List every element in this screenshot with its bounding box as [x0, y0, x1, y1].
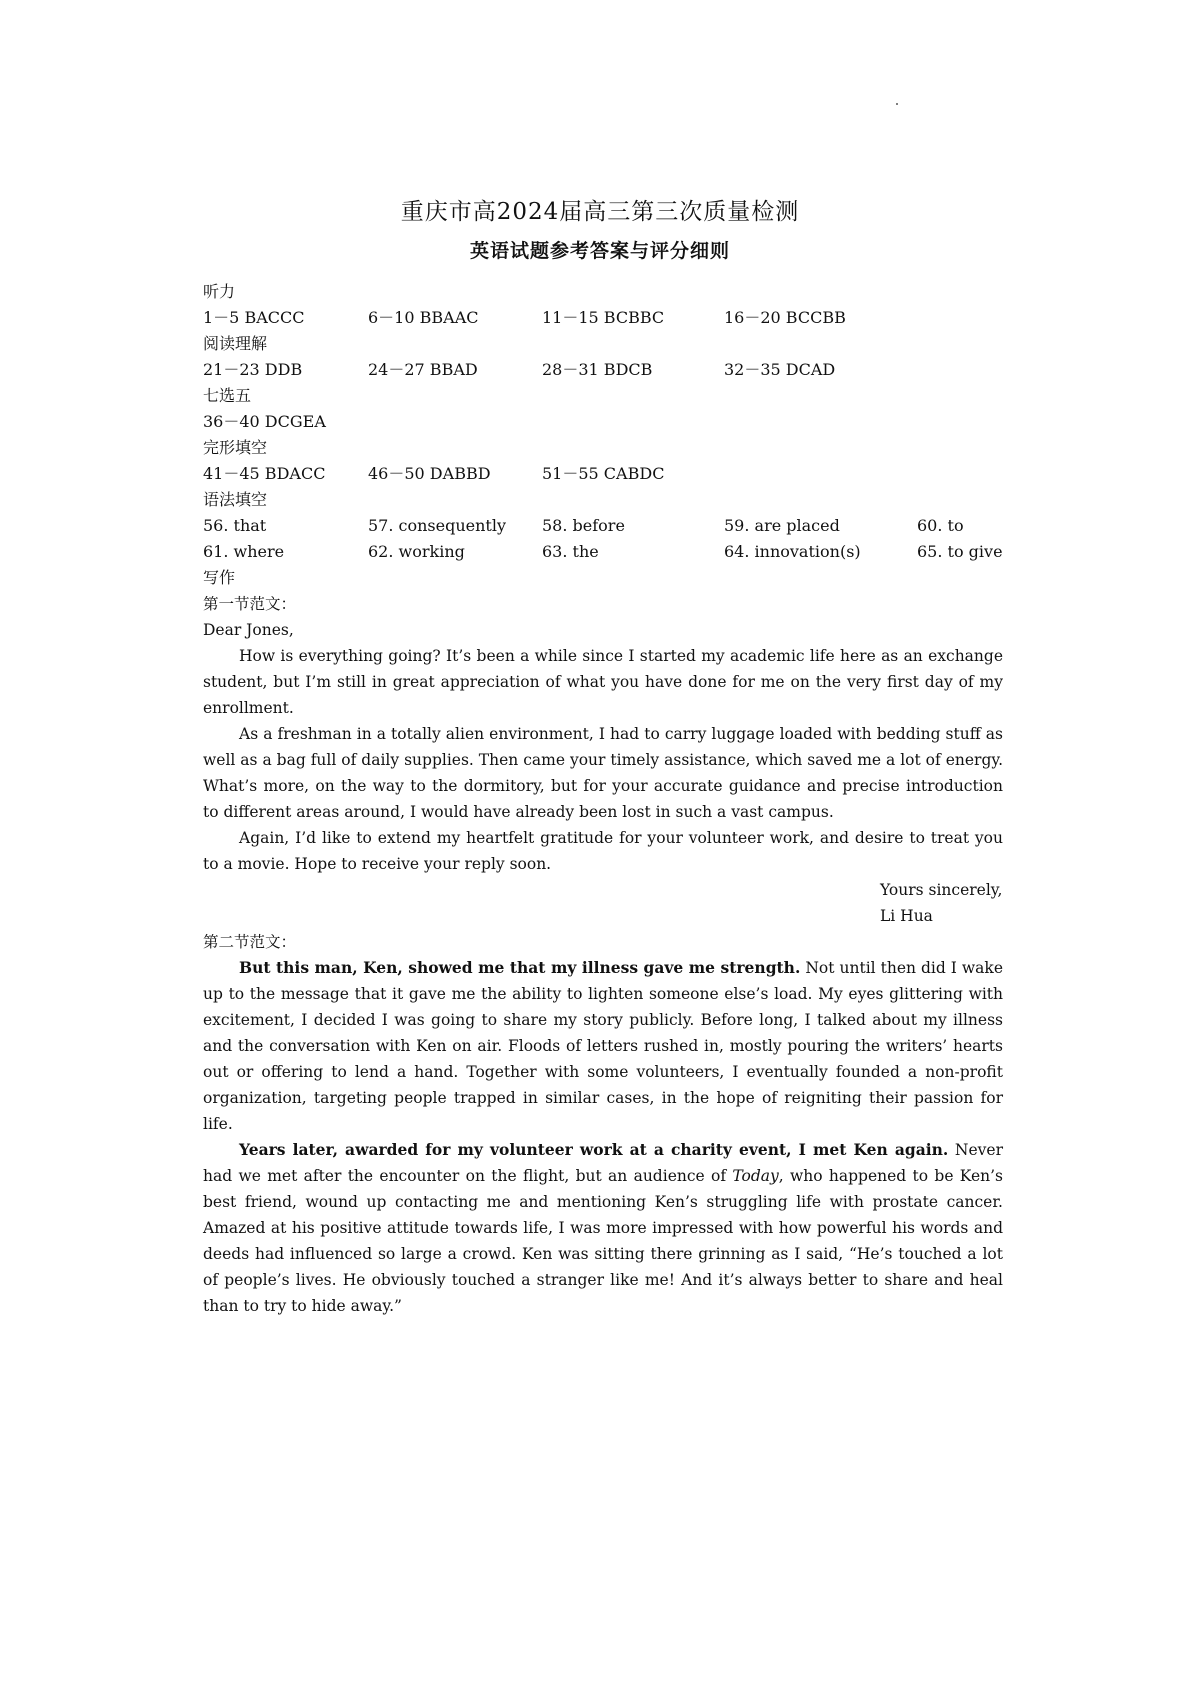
paragraph-body: Never had we met after the encounter on the flight, but an audience of	[203, 1141, 1003, 1185]
paragraph-body: , who happened to be Ken’s best friend, wound up contacting me and mentioning Ken’s struggling life with prostate cancer. Amazed at his positive attitude towards life, I was more impressed with how powerful his words and deeds had influenced so large a crowd. Ken was sitting there grinning as I said, “He’s touched a lot of people’s lives. He obviously touched a stranger like me! And it’s always better to share and heal than to try to hide away.”	[203, 1167, 1003, 1315]
grammar-heading: 语法填空	[203, 490, 268, 509]
scan-speck	[896, 103, 898, 105]
letter-greeting: Dear Jones,	[203, 621, 294, 639]
answer-row-listening	[203, 305, 1033, 331]
answer-item: 57. consequently	[368, 516, 507, 535]
answer-item: 21－23 DDB	[203, 360, 303, 379]
writing-heading: 写作	[203, 568, 236, 587]
answer-item: 65. to give	[917, 542, 1003, 561]
answer-item: 6－10 BBAAC	[368, 308, 479, 327]
paragraph-lead-sentence: But this man, Ken, showed me that my illness gave me strength.	[239, 958, 801, 977]
answer-item: 51－55 CABDC	[542, 464, 665, 483]
listening-heading: 听力	[203, 282, 236, 301]
answer-item: 60. to	[917, 516, 964, 535]
answer-item: 59. are placed	[724, 516, 840, 535]
section-heading-cloze	[203, 435, 1033, 461]
continuation-paragraph	[203, 955, 1003, 1137]
continuation-paragraph	[203, 1137, 1003, 1319]
page-subtitle: 英语试题参考答案与评分细则	[469, 240, 730, 262]
section-heading-reading	[203, 331, 1033, 357]
answer-item: 62. working	[368, 542, 465, 561]
answer-item: 16－20 BCCBB	[724, 308, 846, 327]
letter-signature: Li Hua	[880, 907, 933, 925]
section-heading-seven-five	[203, 383, 1033, 409]
answer-item: 46－50 DABBD	[368, 464, 491, 483]
section-heading-writing	[203, 565, 1033, 591]
answer-item: 28－31 BDCB	[542, 360, 653, 379]
answer-item: 61. where	[203, 542, 285, 561]
answer-item: 1－5 BACCC	[203, 308, 305, 327]
answer-item: 36－40 DCGEA	[203, 412, 326, 431]
answer-item: 58. before	[542, 516, 625, 535]
letter-paragraph: As a freshman in a totally alien environment, I had to carry luggage loaded with bedding stuff as well as a bag full of daily supplies. Then came your timely assistance, which saved me a lot of energy. What’s more, on the way to the dormitory, but for your accurate guidance and precise introduction to different areas around, I would have already been lost in such a vast campus.	[203, 725, 1003, 821]
answer-item: 56. that	[203, 516, 267, 535]
letter-closing: Yours sincerely,	[880, 881, 1003, 899]
program-title: Today	[732, 1167, 779, 1185]
answer-row-cloze	[203, 461, 1033, 487]
answer-key	[203, 279, 1033, 591]
section2-heading: 第二节范文：	[203, 933, 297, 951]
cloze-heading: 完形填空	[203, 438, 268, 457]
page-title: 重庆市高2024届高三第三次质量检测	[400, 199, 800, 225]
answer-row-seven-five	[203, 409, 1033, 435]
answer-item: 41－45 BDACC	[203, 464, 326, 483]
answer-item: 24－27 BBAD	[368, 360, 478, 379]
answer-item: 11－15 BCBBC	[542, 308, 665, 327]
answer-row-reading	[203, 357, 1033, 383]
model-essays	[203, 591, 1003, 1319]
answer-item: 63. the	[542, 542, 599, 561]
section-heading-listening	[203, 279, 1033, 305]
answer-item: 64. innovation(s)	[724, 542, 861, 561]
seven-five-heading: 七选五	[203, 386, 252, 405]
paragraph-lead-sentence: Years later, awarded for my volunteer work at a charity event, I met Ken again.	[239, 1140, 949, 1159]
letter-paragraph: Again, I’d like to extend my heartfelt gratitude for your volunteer work, and desire to treat you to a movie. Hope to receive your reply soon.	[203, 829, 1003, 873]
reading-heading: 阅读理解	[203, 334, 268, 353]
paragraph-body: Not until then did I wake up to the message that it gave me the ability to lighten someone else’s load. My eyes glittering with excitement, I decided I was going to share my story publicly. Before long, I talked about my illness and the conversation with Ken on air. Floods of letters rushed in, mostly pouring the writers’ hearts out or offering to lend a hand. Together with some volunteers, I eventually founded a non-profit organization, targeting people trapped in similar cases, in the hope of reigniting their passion for life.	[203, 959, 1003, 1133]
answer-row-grammar-2	[203, 539, 1033, 565]
section1-heading: 第一节范文：	[203, 595, 297, 613]
section-heading-grammar	[203, 487, 1033, 513]
answer-item: 32－35 DCAD	[724, 360, 836, 379]
answer-row-grammar-1	[203, 513, 1033, 539]
letter-paragraph: How is everything going? It’s been a while since I started my academic life here as an exchange student, but I’m still in great appreciation of what you have done for me on the very first day of my enrollment.	[203, 647, 1003, 717]
